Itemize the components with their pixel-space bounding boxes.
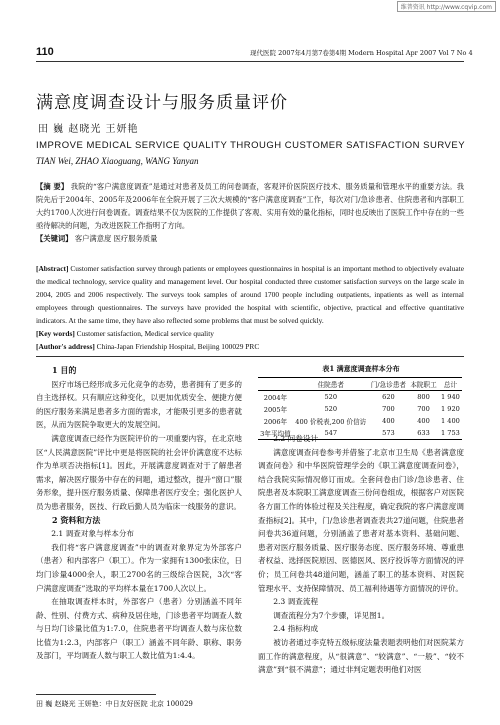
keywords-cn: 客户满意度 医疗服务质量 xyxy=(74,234,158,243)
section-2-heading: 2 资料和方法 xyxy=(52,514,101,525)
abstract-en xyxy=(36,262,464,353)
abstract-cn-text: 我院的“客户满意度调查”是通过对患者及员工的问卷调查，客观评价医院医疗技术、服务质量和管理水平的重要方法。我院先后于2004年、2005年及2006年在全院开展了三次大规模的“客户满意度调查”工作，每次对门/急诊患者、住院患者和内部职工大约1700人次进行问卷调查。调查结果不仅为医院的工作提供了客观、实用有效的量化指标，同时也反映出了医院工作中存在的一些亟待解决的问题，为改进医院工作指明了方向。 xyxy=(36,182,464,230)
abstract-en-label: [Abstract] xyxy=(36,264,69,273)
table-cell: 2004年 xyxy=(263,394,288,402)
table-cell: 400 xyxy=(417,417,430,425)
table-cell: 2005年 xyxy=(263,406,288,414)
table-cell: 520 xyxy=(324,393,338,401)
table-row xyxy=(258,415,462,427)
abstract-cn-label: 【摘 要】 xyxy=(36,182,69,191)
paragraph: 满意度调查已经作为医院评价的一项重要内容，在北京地区“人民满意医院”评比中更是将医院的社会评价满意度不达标作为单项否决指标[1]。因此，开展满意度调查对于了解患者需求，解决医疗服务中存在的问题，通过整改，提升“窗口”服务形象，提升医疗服务质量、保障患者医疗安全；强化医护人员为患者服务，医技、行政后勤人员为临床一线服务的意识。 xyxy=(36,433,242,511)
footnote-rule xyxy=(36,694,156,695)
section-2-3-heading: 2.3 调查流程 xyxy=(273,597,319,607)
paragraph: 调查流程分为7个步骤，详见图1。 xyxy=(273,610,390,620)
table-header-cell: 本院职工 xyxy=(410,381,437,389)
right-column xyxy=(258,432,464,677)
paragraph: 满意度调查问卷参考并借鉴了北京市卫生局《患者满意度调查问卷》和中华医院管理学会的《职工满意度调查问卷》，结合我院实际情况修订而成。全套问卷由门诊/急诊患者、住院患者及本院职工满意度调查三份问卷组成，根据客户对医院各方面工作的体验过程及关注程度，确定我院的客户满意度调查指标[2]。其中，门/急诊患者调查表共27道问题，住院患者问卷共36道问题，分别涵盖了患者对基本资料、基础问题、患者对医疗服务质量、医疗服务态度、医疗服务环境、尊重患者权益、选择医院原因、医德医风、医疗投诉等方面情况的评价；员工问卷共48道问题，涵盖了职工的基本资料、对医院管理水平、支持保障情况、员工福利待遇等方面情况的评价。 xyxy=(258,447,464,593)
author-address: China-Japan Friendship Hospital, Beijing 100029 PRC xyxy=(96,342,260,351)
paragraph: 在抽取调查样本时，外部客户（患者）分别涵盖不同年龄、性别、付费方式、病种及居住地，门诊患者平均调查人数与日均门诊量比值为1:7.0，住院患者平均调查人数与床位数比值为1:2.3，内部客户（职工）涵盖不同年龄、职称、职务及部门，平均调查人数与职工人数比值为1:4.4。 xyxy=(36,597,242,661)
table-cell: 573 xyxy=(382,429,395,437)
table-cell: 1 400 xyxy=(440,417,460,425)
table-header-cell: 住院患者 xyxy=(317,381,344,389)
table-cell: 1 920 xyxy=(440,405,460,413)
running-header: 现代医院 2007年4月第7卷第4期 Modern Hospital Apr 2007 Vol 7 No 4 xyxy=(250,49,473,57)
table-caption: 表1 满意度调查样本分布 xyxy=(322,364,400,373)
table-cell: 700 xyxy=(417,405,430,413)
abstract-cn xyxy=(36,180,464,245)
abstract-rule xyxy=(36,356,464,357)
keywords-en: Customer satisfaction, Medical service quality xyxy=(76,329,214,338)
authors-en: TIAN Wei, ZHAO Xiaoguang, WANG Yanyan xyxy=(36,156,199,166)
table-header-cell: 总计 xyxy=(443,381,458,389)
table-cell: 400 xyxy=(382,417,395,425)
paragraph: 被访者通过李克特五级标度法量表题表明他们对医院某方面工作的满意程度，从“很满意”、“较满意”、“一般”、“较不满意”到“很不满意”；通过非判定题表明他们对医 xyxy=(258,637,464,675)
page-number: 110 xyxy=(36,46,54,58)
keywords-en-label: [Key words] xyxy=(36,329,75,338)
paragraph: 医疗市场已经形成多元化竞争的态势，患者拥有了更多的自主选择权。只有顺应这种变化，以更加优质安全、便捷方便的医疗服务来满足患者多方面的需求，才能吸引更多的患者就医，从而为医院争取更大的发展空间。 xyxy=(36,379,242,430)
sample-table xyxy=(258,377,462,440)
table-cell: 700 xyxy=(382,405,395,413)
left-column xyxy=(36,364,242,663)
paper-title-cn: 满意度调查设计与服务质量评价 xyxy=(36,93,288,113)
table-row xyxy=(258,403,462,415)
table-cell: 800 xyxy=(417,393,430,401)
table-row xyxy=(258,391,462,404)
table-header-cell xyxy=(258,378,293,391)
table-cell: 620 xyxy=(382,393,395,401)
watermark: 维普资讯 http://www.cqvip.com xyxy=(397,1,496,12)
section-2-2-heading: 2.2 问卷设计 xyxy=(273,434,319,443)
table-1 xyxy=(258,364,464,440)
authors-cn: 田 巍 赵晓光 王妍艳 xyxy=(38,124,139,135)
section-2-1-heading: 2.1 调查对象与样本分布 xyxy=(51,529,135,539)
header-rule xyxy=(36,61,464,62)
table-cell: 2006年 xyxy=(263,418,288,426)
table-cell: 1 940 xyxy=(440,393,460,401)
section-1-heading: 1 目的 xyxy=(52,365,77,375)
table-cell: 547 xyxy=(324,429,338,437)
paragraph: 我们将“客户满意度调查”中的调查对象界定为外部客户（患者）和内部客户（职工）。作为一家拥有1300张床位，日均门诊量4000余人，职工2700名的三级综合医院，3次“客户满意度调查”选取的平均样本量在1700人次以上。 xyxy=(36,542,242,593)
abstract-en-text: Customer satisfaction survey through patients or employees questionnaires in hospital is an important method to objectively evaluate the medical technology, service quality and management level. Our hospital conducted three customer satisfaction surveys on the large scale in 2004, 2005 and 2006 respectively. The surveys took samples of around 1700 people including outpatients, inpatients as well as internal employees through questionnaires. The surveys have provided the hospital with scientific, objective, practical and effective quantitative indicators. At the same time, they have also reflected some problems that must be solved quickly. xyxy=(36,264,464,325)
table-header-cell: 门/急诊患者 xyxy=(370,381,407,389)
table-cell: 3年平均值 xyxy=(260,430,291,438)
author-footnote: 田 巍 赵晓光 王妍艳：中日友好医院 北京 100029 xyxy=(36,700,193,708)
table-cell: 400 价税表,200 价信访 xyxy=(295,418,367,426)
keywords-cn-label: 【关键词】 xyxy=(36,234,73,243)
table-cell: 633 xyxy=(417,429,430,437)
table-header-row xyxy=(258,378,462,391)
section-2-4-heading: 2.4 指标构成 xyxy=(273,624,319,634)
table-cell: 1 753 xyxy=(440,429,460,437)
table-cell: 520 xyxy=(324,405,338,413)
paper-title-en: IMPROVE MEDICAL SERVICE QUALITY THROUGH CUSTOMER SATISFACTION SURVEY xyxy=(36,140,466,151)
address-label: [Author's address] xyxy=(36,342,95,351)
